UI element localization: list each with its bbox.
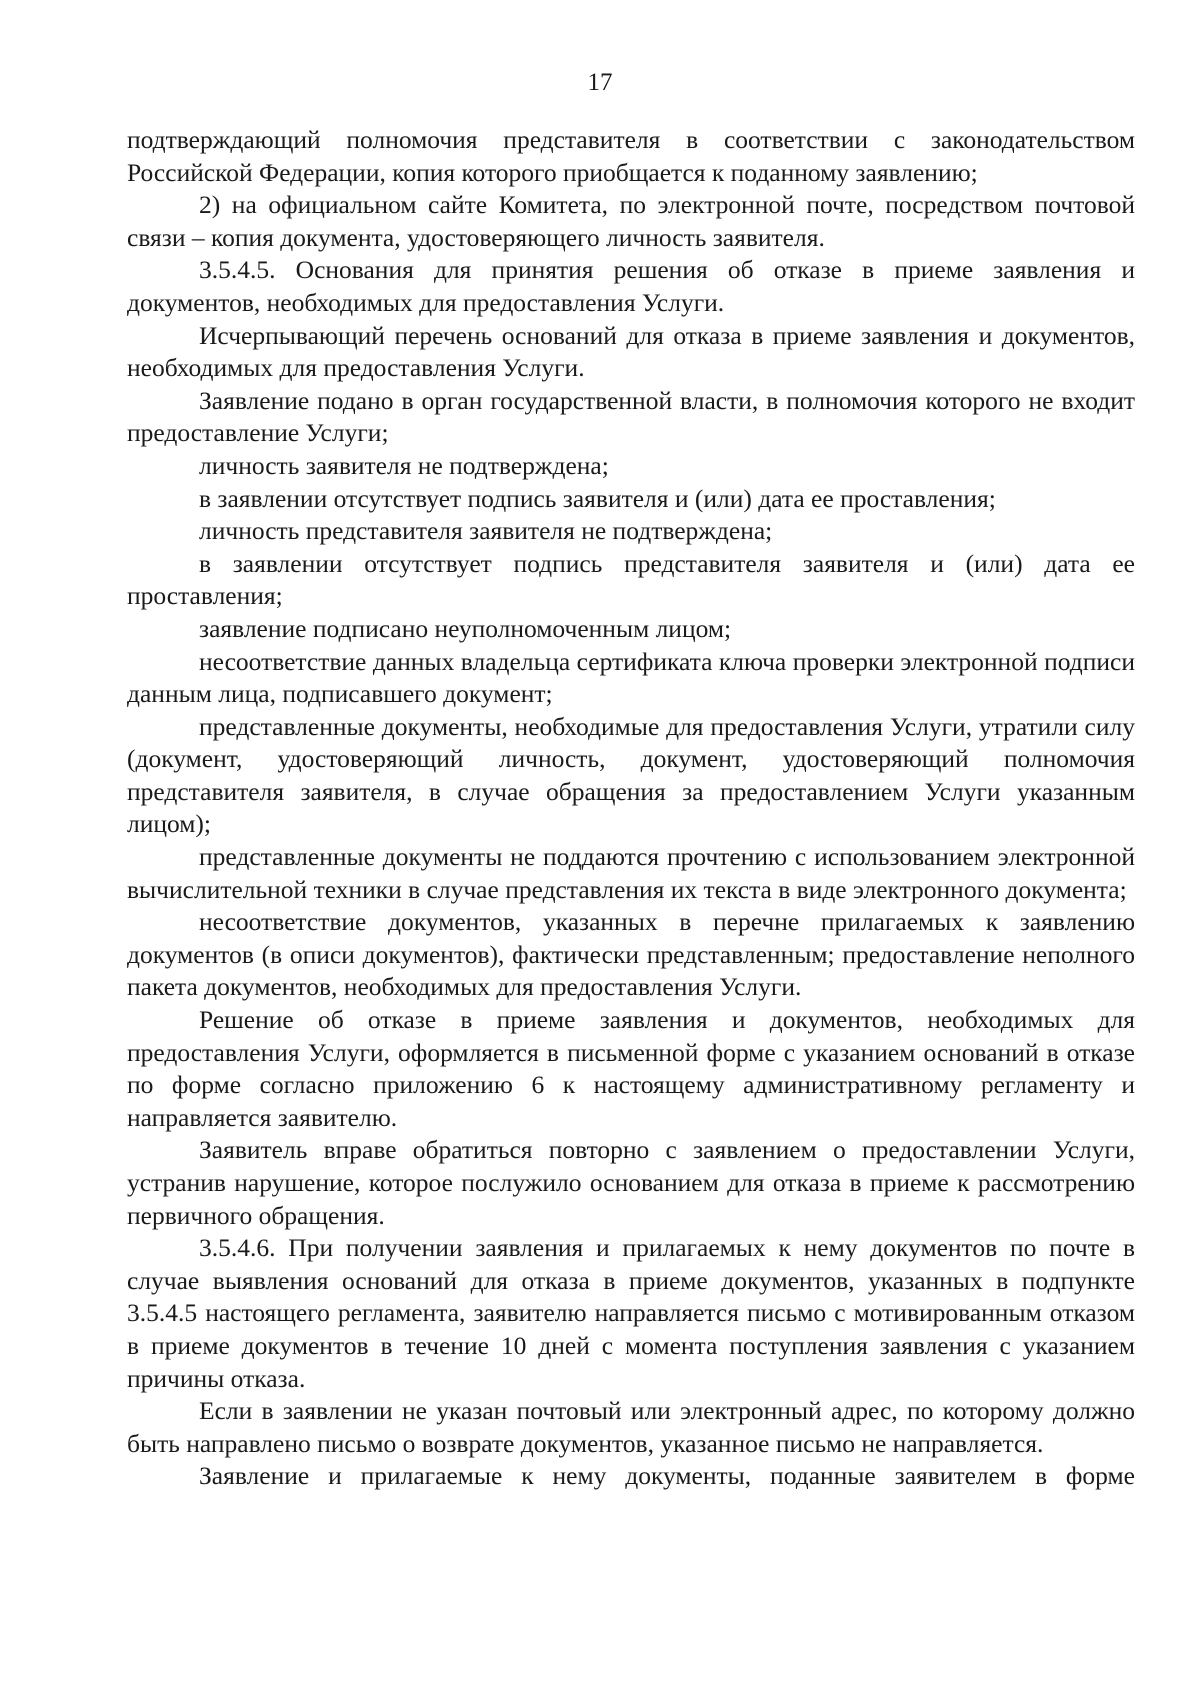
paragraph-10: заявление подписано неуполномоченным лицом;	[199, 613, 732, 643]
page-number: 17	[587, 69, 613, 96]
paragraph-6: личность заявителя не подтверждена;	[199, 450, 609, 480]
paragraph-7: в заявлении отсутствует подпись заявителя и (или) дата ее проставления;	[199, 483, 996, 513]
paragraph-11: несоответствие данных владельца сертификата ключа проверки электронной подписи данным лица, подписавшего документ;	[127, 646, 1135, 709]
paragraph-17: 3.5.4.6. При получении заявления и прилагаемых к нему документов по почте в случае выявления оснований для отказа в приеме документов, указанных в подпункте 3.5.4.5 настоящего регламента, заявителю направляется письмо с мотивированным отказом в приеме документов в течение 10 дней с момента поступления заявления с указанием причины отказа.	[127, 1233, 1135, 1393]
paragraph-14: несоответствие документов, указанных в перечне прилагаемых к заявлению документов (в описи документов), фактически представленным; предоставление неполного пакета документов, необходимых для предоставления Услуги.	[127, 907, 1135, 1002]
paragraph-13: представленные документы не поддаются прочтению с использованием электронной вычислительной техники в случае представления их текста в виде электронного документа;	[127, 842, 1135, 904]
paragraph-9: в заявлении отсутствует подпись представителя заявителя и (или) дата ее проставления;	[127, 548, 1135, 611]
paragraph-1: подтверждающий полномочия представителя в соответствии с законодательством Российской Федерации, копия которого приобщается к поданному заявлению;	[127, 125, 1135, 187]
document-body	[127, 124, 1135, 1526]
paragraph-2: 2) на официальном сайте Комитета, по электронной почте, посредством почтовой связи – копия документа, удостоверяющего личность заявителя.	[127, 190, 1135, 252]
paragraph-16: Заявитель вправе обратиться повторно с заявлением о предоставлении Услуги, устранив нарушение, которое послужило основанием для отказа в приеме к рассмотрению первичного обращения.	[127, 1135, 1135, 1230]
paragraph-19: Заявление и прилагаемые к нему документы, поданные заявителем в форме	[199, 1461, 1135, 1491]
paragraph-5: Заявление подано в орган государственной власти, в полномочия которого не входит предоставление Услуги;	[127, 385, 1135, 448]
paragraph-12: представленные документы, необходимые для предоставления Услуги, утратили силу (документ, удостоверяющий личность, документ, удостоверяющий полномочия представителя заявителя, в случае обращения за предоставлением Услуги указанным лицом);	[127, 711, 1135, 839]
paragraph-15: Решение об отказе в приеме заявления и документов, необходимых для предоставления Услуги, оформляется в письменной форме с указанием оснований в отказе по форме согласно приложению 6 к настоящему административному регламенту и направляется заявителю.	[127, 1005, 1135, 1132]
paragraph-4: Исчерпывающий перечень оснований для отказа в приеме заявления и документов, необходимых для предоставления Услуги.	[127, 320, 1135, 383]
paragraph-8: личность представителя заявителя не подтверждена;	[199, 516, 773, 546]
paragraph-3: 3.5.4.5. Основания для принятия решения об отказе в приеме заявления и документов, необходимых для предоставления Услуги.	[127, 255, 1135, 317]
paragraph-18: Если в заявлении не указан почтовый или электронный адрес, по которому должно быть направлено письмо о возврате документов, указанное письмо не направляется.	[127, 1396, 1135, 1458]
